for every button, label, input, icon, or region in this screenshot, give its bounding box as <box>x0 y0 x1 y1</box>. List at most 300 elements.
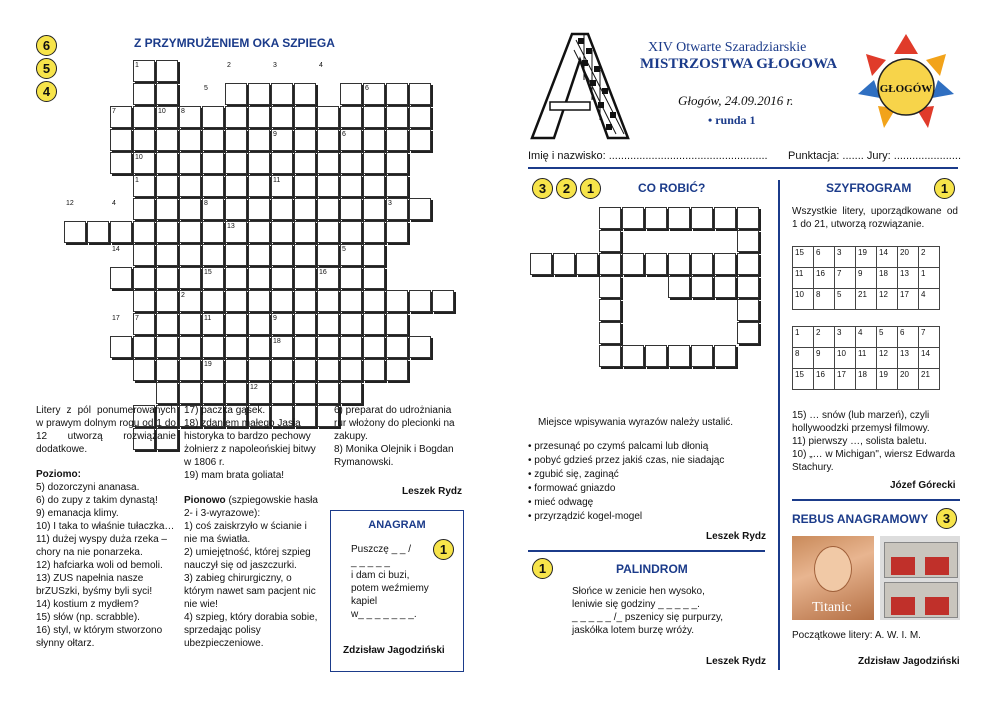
crossword-cell[interactable] <box>248 244 270 266</box>
crossword-cell[interactable] <box>363 198 385 220</box>
crossword-cell[interactable] <box>225 198 247 220</box>
crossword-cell[interactable] <box>202 221 224 243</box>
crossword-number: 17 <box>112 315 120 322</box>
crossword-cell[interactable] <box>248 152 270 174</box>
crossword-cell[interactable] <box>340 382 362 404</box>
crossword-cell[interactable] <box>156 83 178 105</box>
corobic-item: • przesunąć po czymś palcami lub dłonią <box>528 441 709 452</box>
corobic-list <box>528 440 768 524</box>
crossword-cell[interactable] <box>179 267 201 289</box>
crossword-cell[interactable] <box>156 359 178 381</box>
crossword-intro: Litery z pól ponumerowanych w prawym dolnym rogu od 1 do 12 utworzą rozwiązanie dodatkowe. <box>36 405 176 455</box>
crossword-cell[interactable] <box>363 336 385 358</box>
cipher-cell[interactable]: 18 <box>856 369 877 390</box>
crossword-cell[interactable] <box>156 60 178 82</box>
crossword-cell[interactable] <box>409 83 431 105</box>
crossword-number: 9 <box>273 131 277 138</box>
crossword-cell[interactable] <box>202 106 224 128</box>
cipher-cell[interactable]: 17 <box>835 369 856 390</box>
corobic-cell[interactable] <box>645 253 667 275</box>
crossword-cell[interactable] <box>386 152 408 174</box>
crossword-cell[interactable] <box>271 198 293 220</box>
score-circle-4: 4 <box>36 81 57 102</box>
crossword-cell[interactable] <box>64 221 86 243</box>
crossword-cell[interactable] <box>225 244 247 266</box>
crossword-cell[interactable] <box>179 382 201 404</box>
crossword-cell[interactable] <box>156 267 178 289</box>
corobic-cell[interactable] <box>622 345 644 367</box>
text-line: kapiel <box>351 596 378 607</box>
crossword-cell[interactable] <box>317 313 339 335</box>
crossword-cell[interactable] <box>225 267 247 289</box>
clue-item: 3) zabieg chirurgiczny, o którym nawet sam pacjent nic nie wie! <box>184 573 316 610</box>
crossword-cell[interactable] <box>271 290 293 312</box>
crossword-cell[interactable] <box>202 244 224 266</box>
crossword-cell[interactable] <box>294 313 316 335</box>
corobic-cell[interactable] <box>737 322 759 344</box>
cipher-cell[interactable]: 7 <box>919 327 940 348</box>
crossword-cell[interactable] <box>317 152 339 174</box>
crossword-cell[interactable] <box>294 106 316 128</box>
crossword-cell[interactable] <box>179 129 201 151</box>
corobic-divider <box>528 550 765 552</box>
cipher-cell[interactable]: 9 <box>856 268 877 289</box>
corobic-cell[interactable] <box>714 253 736 275</box>
crossword-cell[interactable] <box>294 129 316 151</box>
crossword-cell[interactable] <box>225 290 247 312</box>
crossword-number: 11 <box>273 177 281 184</box>
crossword-cell[interactable] <box>294 175 316 197</box>
corobic-cell[interactable] <box>599 276 621 298</box>
crossword-cell[interactable] <box>271 221 293 243</box>
text-line: Puszczę _ _ / <box>351 544 412 555</box>
corobic-intro: Miejsce wpisywania wyrazów należy ustalić. <box>538 417 734 428</box>
cipher-cell[interactable]: 5 <box>877 327 898 348</box>
cipher-cell[interactable]: 21 <box>856 289 877 310</box>
crossword-cell[interactable] <box>409 129 431 151</box>
crossword-cell[interactable] <box>363 129 385 151</box>
corobic-cell[interactable] <box>668 345 690 367</box>
crossword-number: 5 <box>204 85 208 92</box>
cipher-cell[interactable]: 15 <box>793 247 814 268</box>
corobic-cell[interactable] <box>599 345 621 367</box>
cipher-cell[interactable]: 2 <box>919 247 940 268</box>
corobic-cell[interactable] <box>737 230 759 252</box>
text-line: _ _ _ _ _ <box>351 557 390 568</box>
cipher-cell[interactable]: 21 <box>919 369 940 390</box>
crossword-cell[interactable] <box>248 83 270 105</box>
pionowo-header <box>184 494 324 520</box>
szyfrogram-title: SZYFROGRAM <box>826 181 912 195</box>
cipher-cell[interactable]: 3 <box>835 327 856 348</box>
corobic-cell[interactable] <box>553 253 575 275</box>
crossword-cell[interactable] <box>133 244 155 266</box>
crossword-cell[interactable] <box>248 267 270 289</box>
crossword-cell[interactable] <box>386 175 408 197</box>
clue-item: 13) ZUS napełnia nasze brZUSzki, byśmy byli syci! <box>36 573 153 597</box>
crossword-number: 13 <box>227 223 235 230</box>
clue-item: 12) hafciarka woli od bemoli. <box>36 560 163 571</box>
crossword-cell[interactable] <box>202 152 224 174</box>
crossword-cell[interactable] <box>363 267 385 289</box>
crossword-cell[interactable] <box>363 106 385 128</box>
cipher-cell[interactable]: 4 <box>919 289 940 310</box>
crossword-cell[interactable] <box>294 290 316 312</box>
poziomo-label: Poziomo: <box>36 469 81 480</box>
score-field[interactable]: Punktacja: ....... Jury: ...................... <box>788 150 961 162</box>
crossword-cell[interactable] <box>179 198 201 220</box>
rebus-title: REBUS ANAGRAMOWY <box>792 512 929 526</box>
crossword-cell[interactable] <box>225 175 247 197</box>
crossword-cell[interactable] <box>317 106 339 128</box>
crossword-cell[interactable] <box>248 336 270 358</box>
clue-item: 6) preparat do udrożniania rur włożony do plecionki na zakupy. <box>334 405 455 442</box>
crossword-cell[interactable] <box>271 106 293 128</box>
crossword-cell[interactable] <box>271 83 293 105</box>
corobic-cell[interactable] <box>622 207 644 229</box>
crossword-cell[interactable] <box>409 106 431 128</box>
crossword-cell[interactable] <box>225 359 247 381</box>
crossword-cell[interactable] <box>248 359 270 381</box>
crossword-cell[interactable] <box>156 290 178 312</box>
crossword-cell[interactable] <box>225 382 247 404</box>
crossword-cell[interactable] <box>317 359 339 381</box>
crossword-cell[interactable] <box>110 221 132 243</box>
crossword-cell[interactable] <box>179 221 201 243</box>
text-line: w_ _ _ _ _ _ _. <box>351 609 417 620</box>
cipher-cell[interactable]: 7 <box>835 268 856 289</box>
crossword-cell[interactable] <box>386 83 408 105</box>
crossword-cell[interactable] <box>110 267 132 289</box>
fire-truck-3 <box>891 597 915 615</box>
crossword-cell[interactable] <box>340 336 362 358</box>
cipher-cell[interactable]: 14 <box>919 348 940 369</box>
crossword-cell[interactable] <box>202 175 224 197</box>
corobic-cell[interactable] <box>622 253 644 275</box>
crossword-cell[interactable] <box>271 267 293 289</box>
crossword-cell[interactable] <box>271 382 293 404</box>
crossword-cell[interactable] <box>156 336 178 358</box>
corobic-cell[interactable] <box>691 345 713 367</box>
crossword-cell[interactable] <box>156 198 178 220</box>
crossword-number: 16 <box>319 269 327 276</box>
crossword-cell[interactable] <box>225 152 247 174</box>
crossword-cell[interactable] <box>202 336 224 358</box>
cipher-cell[interactable]: 4 <box>856 327 877 348</box>
cipher-cell[interactable]: 8 <box>793 348 814 369</box>
cipher-cell[interactable]: 1 <box>793 327 814 348</box>
score-circle-6: 6 <box>36 35 57 56</box>
crossword-cell[interactable] <box>179 175 201 197</box>
crossword-cell[interactable] <box>110 129 132 151</box>
cipher-cell[interactable]: 1 <box>919 268 940 289</box>
crossword-number: 3 <box>388 200 392 207</box>
crossword-cell[interactable] <box>340 152 362 174</box>
crossword-cell[interactable] <box>340 175 362 197</box>
corobic-cell[interactable] <box>668 207 690 229</box>
corobic-cell[interactable] <box>691 207 713 229</box>
clue-item: 9) emanacja klimy. <box>36 508 119 519</box>
crossword-cell[interactable] <box>363 175 385 197</box>
crossword-cell[interactable] <box>317 244 339 266</box>
anagram-text <box>351 543 451 621</box>
corobic-cell[interactable] <box>737 276 759 298</box>
cipher-cell[interactable]: 11 <box>856 348 877 369</box>
corobic-cell[interactable] <box>668 253 690 275</box>
corobic-cell[interactable] <box>691 253 713 275</box>
crossword-cell[interactable] <box>179 152 201 174</box>
crossword-cell[interactable] <box>386 221 408 243</box>
crossword-cell[interactable] <box>110 336 132 358</box>
corobic-cell[interactable] <box>576 253 598 275</box>
crossword-cell[interactable] <box>317 290 339 312</box>
corobic-cell[interactable] <box>737 299 759 321</box>
crossword-cell[interactable] <box>248 290 270 312</box>
cipher-cell[interactable]: 16 <box>814 369 835 390</box>
cipher-cell[interactable]: 12 <box>877 289 898 310</box>
crossword-cell[interactable] <box>156 152 178 174</box>
header-line2: MISTRZOSTWA GŁOGOWA <box>640 56 838 72</box>
cipher-cell[interactable]: 11 <box>793 268 814 289</box>
crossword-number: 11 <box>204 315 212 322</box>
crossword-cell[interactable] <box>156 175 178 197</box>
cipher-cell[interactable]: 5 <box>835 289 856 310</box>
corobic-cell[interactable] <box>530 253 552 275</box>
crossword-cell[interactable] <box>363 221 385 243</box>
clue-item: 14) kostium z mydłem? <box>36 599 139 610</box>
crossword-cell[interactable] <box>340 221 362 243</box>
crossword-cell[interactable] <box>340 290 362 312</box>
cipher-cell[interactable]: 10 <box>835 348 856 369</box>
crossword-number: 8 <box>204 200 208 207</box>
crossword-cell[interactable] <box>225 83 247 105</box>
cipher-cell[interactable]: 14 <box>877 247 898 268</box>
crossword-cell[interactable] <box>340 83 362 105</box>
crossword-cell[interactable] <box>340 198 362 220</box>
szyfrogram-intro: Wszystkie litery, uporządkowane od 1 do 21, utworzą rozwiązanie. <box>792 206 958 230</box>
corobic-cell[interactable] <box>737 253 759 275</box>
crossword-cell[interactable] <box>363 152 385 174</box>
corobic-cell[interactable] <box>737 207 759 229</box>
corobic-circle-1: 1 <box>580 178 601 199</box>
crossword-cell[interactable] <box>248 313 270 335</box>
crossword-cell[interactable] <box>271 359 293 381</box>
crossword-cell[interactable] <box>363 359 385 381</box>
pionowo-label: Pionowo <box>184 495 226 506</box>
crossword-number: 4 <box>319 62 323 69</box>
crossword-cell[interactable] <box>133 198 155 220</box>
crossword-cell[interactable] <box>294 382 316 404</box>
crossword-cell[interactable] <box>179 336 201 358</box>
corobic-cell[interactable] <box>714 276 736 298</box>
cipher-cell[interactable]: 15 <box>793 369 814 390</box>
crossword-cell[interactable] <box>340 267 362 289</box>
crossword-cell[interactable] <box>409 198 431 220</box>
palindrom-circle: 1 <box>532 558 553 579</box>
crossword-cell[interactable] <box>386 313 408 335</box>
corobic-cell[interactable] <box>714 207 736 229</box>
crossword-cell[interactable] <box>294 359 316 381</box>
crossword-number: 2 <box>227 62 231 69</box>
clue-item: 19) mam brata goliata! <box>184 470 285 481</box>
anagram-author: Zdzisław Jagodziński <box>343 645 445 656</box>
crossword-cell[interactable] <box>432 290 454 312</box>
crossword-cell[interactable] <box>225 313 247 335</box>
crossword-cell[interactable] <box>317 198 339 220</box>
szyfrogram-divider <box>792 499 960 501</box>
cipher-cell[interactable]: 17 <box>898 289 919 310</box>
crossword-cell[interactable] <box>294 336 316 358</box>
crossword-cell[interactable] <box>294 198 316 220</box>
fire-truck-2 <box>925 557 949 575</box>
corobic-cell[interactable] <box>599 230 621 252</box>
crossword-cell[interactable] <box>317 129 339 151</box>
crossword-cell[interactable] <box>156 129 178 151</box>
crossword-cell[interactable] <box>133 336 155 358</box>
crossword-cell[interactable] <box>271 244 293 266</box>
crossword-cell[interactable] <box>271 152 293 174</box>
fire-truck-1 <box>891 557 915 575</box>
crossword-cell[interactable] <box>386 336 408 358</box>
corobic-cell[interactable] <box>645 207 667 229</box>
crossword-cell[interactable] <box>225 336 247 358</box>
cipher-cell[interactable]: 9 <box>814 348 835 369</box>
crossword-cell[interactable] <box>294 83 316 105</box>
corobic-cell[interactable] <box>599 322 621 344</box>
crossword-cell[interactable] <box>363 313 385 335</box>
szyfrogram-table-1[interactable] <box>792 246 940 310</box>
crossword-cell[interactable] <box>317 175 339 197</box>
crossword-cell[interactable] <box>386 129 408 151</box>
cipher-cell[interactable]: 8 <box>814 289 835 310</box>
crossword-cell[interactable] <box>87 221 109 243</box>
corobic-cell[interactable] <box>714 345 736 367</box>
clue-item: 2) umiejętność, której szpieg nauczył się od jaszczurki. <box>184 547 311 571</box>
cipher-cell[interactable]: 20 <box>898 247 919 268</box>
cipher-cell[interactable]: 18 <box>877 268 898 289</box>
corobic-cell[interactable] <box>599 253 621 275</box>
crossword-cell[interactable] <box>409 336 431 358</box>
cipher-cell[interactable]: 13 <box>898 348 919 369</box>
crossword-cell[interactable] <box>133 359 155 381</box>
crossword-cell[interactable] <box>202 290 224 312</box>
score-circle-5: 5 <box>36 58 57 79</box>
cipher-cell[interactable]: 10 <box>793 289 814 310</box>
crossword-cell[interactable] <box>386 359 408 381</box>
szyfrogram-table-2[interactable] <box>792 326 940 390</box>
name-field[interactable]: Imię i nazwisko: .................................................... <box>528 150 768 162</box>
cipher-cell[interactable]: 20 <box>898 369 919 390</box>
cipher-cell[interactable]: 19 <box>856 247 877 268</box>
anagram-title: ANAGRAM <box>368 519 426 531</box>
crossword-cell[interactable] <box>202 382 224 404</box>
crossword-cell[interactable] <box>340 106 362 128</box>
crossword-cell[interactable] <box>179 244 201 266</box>
crossword-cell[interactable] <box>133 106 155 128</box>
text-line: leniwie się godziny _ _ _ _ _. <box>572 599 700 610</box>
crossword-cell[interactable] <box>133 290 155 312</box>
cipher-cell[interactable]: 12 <box>877 348 898 369</box>
logo-text: GŁOGÓW <box>879 83 933 95</box>
crossword-cell[interactable] <box>386 290 408 312</box>
crossword-cell[interactable] <box>110 152 132 174</box>
crossword-cell[interactable] <box>248 198 270 220</box>
crossword-cell[interactable] <box>156 221 178 243</box>
crossword-cell[interactable] <box>133 83 155 105</box>
crossword-number: 12 <box>250 384 258 391</box>
poziomo-list-cont <box>184 404 322 482</box>
corobic-cell[interactable] <box>645 345 667 367</box>
corobic-cell[interactable] <box>668 276 690 298</box>
crossword-cell[interactable] <box>133 129 155 151</box>
crossword-number: 3 <box>273 62 277 69</box>
crossword-cell[interactable] <box>133 221 155 243</box>
clue-item: 18) zdaniem małego Jasia historyka to bardzo pechowy żołnierz z napoleońskiej bitwy w 1806 r. <box>184 418 316 468</box>
crossword-number: 6 <box>365 85 369 92</box>
corobic-cell[interactable] <box>599 299 621 321</box>
cipher-cell[interactable]: 16 <box>814 268 835 289</box>
crossword-cell[interactable] <box>156 244 178 266</box>
text-line: potem weźmiemy <box>351 583 429 594</box>
cipher-cell[interactable]: 6 <box>898 327 919 348</box>
corobic-cell[interactable] <box>599 207 621 229</box>
cipher-cell[interactable]: 3 <box>835 247 856 268</box>
crossword-cell[interactable] <box>179 313 201 335</box>
building-bottom <box>884 582 958 618</box>
cipher-cell[interactable]: 13 <box>898 268 919 289</box>
anagram-box <box>330 510 464 672</box>
clue-item: 5) dozorczyni ananasa. <box>36 482 140 493</box>
crossword-cell[interactable] <box>225 129 247 151</box>
crossword-cell[interactable] <box>156 382 178 404</box>
crossword-cell[interactable] <box>386 106 408 128</box>
crossword-cell[interactable] <box>248 221 270 243</box>
clue-item: 1) coś zaiskrzyło w ścianie i nie ma światła. <box>184 521 307 545</box>
cipher-cell[interactable]: 19 <box>877 369 898 390</box>
crossword-cell[interactable] <box>202 129 224 151</box>
crossword-cell[interactable] <box>294 221 316 243</box>
crossword-number: 9 <box>273 315 277 322</box>
palindrom-text <box>572 585 762 637</box>
crossword-cell[interactable] <box>225 106 247 128</box>
crossword-cell[interactable] <box>294 267 316 289</box>
crossword-cell[interactable] <box>363 244 385 266</box>
crossword-cell[interactable] <box>294 244 316 266</box>
crossword-cell[interactable] <box>248 129 270 151</box>
crossword-cell[interactable] <box>340 313 362 335</box>
crossword-cell[interactable] <box>294 152 316 174</box>
crossword-cell[interactable] <box>133 267 155 289</box>
crossword-cell[interactable] <box>156 313 178 335</box>
crossword-cell[interactable] <box>179 359 201 381</box>
crossword-cell[interactable] <box>317 336 339 358</box>
corobic-circle-3: 3 <box>532 178 553 199</box>
corobic-cell[interactable] <box>691 276 713 298</box>
crossword-cell[interactable] <box>317 382 339 404</box>
crossword-cell[interactable] <box>363 290 385 312</box>
cipher-cell[interactable]: 2 <box>814 327 835 348</box>
palindrom-title: PALINDROM <box>616 562 688 576</box>
crossword-cell[interactable] <box>340 359 362 381</box>
crossword-cell[interactable] <box>248 175 270 197</box>
crossword-number: 7 <box>135 315 139 322</box>
palindrom-author: Leszek Rydz <box>706 656 767 667</box>
glogow-logo <box>856 32 956 132</box>
cipher-cell[interactable]: 6 <box>814 247 835 268</box>
crossword-cell[interactable] <box>248 106 270 128</box>
crossword-cell[interactable] <box>317 221 339 243</box>
crossword-cell[interactable] <box>409 290 431 312</box>
